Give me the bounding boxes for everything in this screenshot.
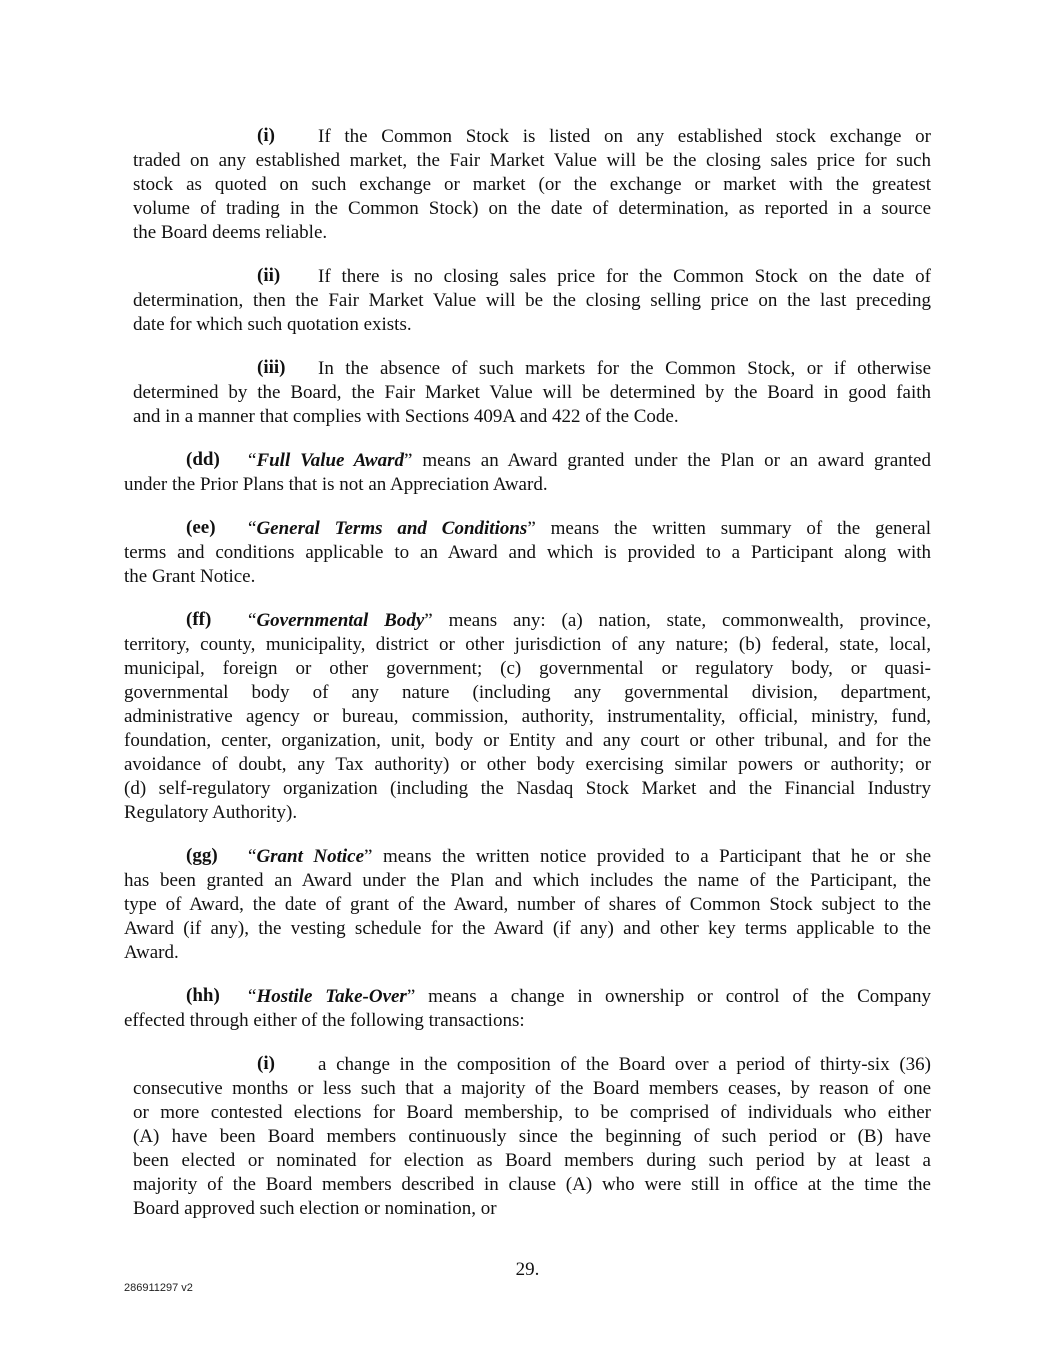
clause-label: (iii) [257,357,286,378]
clause-line: Award (if any), the vesting schedule for the Award (if any) and other key terms applicable to the [124,918,931,939]
clause-line: Regulatory Authority). [124,802,298,823]
defined-term: General Terms and Conditions [256,518,528,539]
clause-line: type of Award, the date of grant of the Award, number of shares of Common Stock subject to the [124,894,931,915]
defined-term: Full Value Award [256,450,404,471]
definition-lead-line: “Grant Notice” means the written notice provided to a Participant that he or she [248,846,931,867]
clause-line: and in a manner that complies with Sections 409A and 422 of the Code. [133,406,679,427]
clause-label: (ii) [257,265,281,286]
clause-line: under the Prior Plans that is not an Appreciation Award. [124,474,548,495]
clause-label: (i) [257,1053,275,1074]
clause-line: the Grant Notice. [124,566,256,587]
clause-line: administrative agency or bureau, commission, authority, instrumentality, official, ministry, fund, [124,706,931,727]
clause-label: (ee) [186,517,216,538]
clause-line: determined by the Board, the Fair Market Value will be determined by the Board in good faith [133,382,931,403]
definition-lead-line: “General Terms and Conditions” means the written summary of the general [248,518,931,539]
defined-term: Hostile Take-Over [256,986,407,1007]
definition-lead-line: “Full Value Award” means an Award granted under the Plan or an award granted [248,450,931,471]
clause-line: determination, then the Fair Market Value will be the closing selling price on the last preceding [133,290,931,311]
clause-line: governmental body of any nature (including any governmental division, department, [124,682,931,703]
clause-line: If there is no closing sales price for the Common Stock on the date of [318,266,931,287]
definition-lead-line: “Governmental Body” means any: (a) nation, state, commonwealth, province, [248,610,931,631]
document-id: 286911297 v2 [124,1282,193,1294]
clause-line: Award. [124,942,179,963]
clause-line: date for which such quotation exists. [133,314,412,335]
clause-line: consecutive months or less such that a majority of the Board members ceases, by reason of one [133,1078,931,1099]
clause-line: stock as quoted on such exchange or market (or the exchange or market with the greatest [133,174,931,195]
clause-line: avoidance of doubt, any Tax authority) or other body exercising similar powers or authority; or [124,754,931,775]
clause-line: (d) self-regulatory organization (including the Nasdaq Stock Market and the Financial Industry [124,778,931,799]
clause-label: (i) [257,125,275,146]
clause-line: In the absence of such markets for the Common Stock, or if otherwise [318,358,931,379]
defined-term: Governmental Body [256,610,425,631]
clause-line: Board approved such election or nomination, or [133,1198,497,1219]
clause-label: (dd) [186,449,220,470]
definition-lead-line: “Hostile Take-Over” means a change in ownership or control of the Company [248,986,932,1007]
clause-label: (hh) [186,985,220,1006]
clause-line: (A) have been Board members continuously since the beginning of such period or (B) have [133,1126,931,1147]
defined-term: Grant Notice [256,846,365,867]
clause-line: terms and conditions applicable to an Award and which is provided to a Participant along with [124,542,931,563]
clause-line: majority of the Board members described in clause (A) who were still in office at the time the [133,1174,931,1195]
clause-line: has been granted an Award under the Plan and which includes the name of the Participant, the [124,870,931,891]
clause-line: If the Common Stock is listed on any established stock exchange or [318,126,931,147]
clause-line: effected through either of the following transactions: [124,1010,525,1031]
clause-line: volume of trading in the Common Stock) on the date of determination, as reported in a source [133,198,931,219]
clause-line: municipal, foreign or other government; (c) governmental or regulatory body, or quasi- [124,658,931,679]
clause-line: territory, county, municipality, district or other jurisdiction of any nature; (b) federal, state, local, [124,634,931,655]
clause-label: (ff) [186,609,212,630]
clause-line: been elected or nominated for election as Board members during such period by at least a [133,1150,931,1171]
clause-line: the Board deems reliable. [133,222,328,243]
clause-line: or more contested elections for Board membership, to be comprised of individuals who either [133,1102,931,1123]
clause-line: foundation, center, organization, unit, body or Entity and any court or other tribunal, and for the [124,730,931,751]
clause-line: traded on any established market, the Fair Market Value will be the closing sales price for such [133,150,931,171]
clause-line: a change in the composition of the Board over a period of thirty-six (36) [318,1054,931,1075]
page-number: 29. [515,1259,540,1280]
clause-label: (gg) [186,845,218,866]
